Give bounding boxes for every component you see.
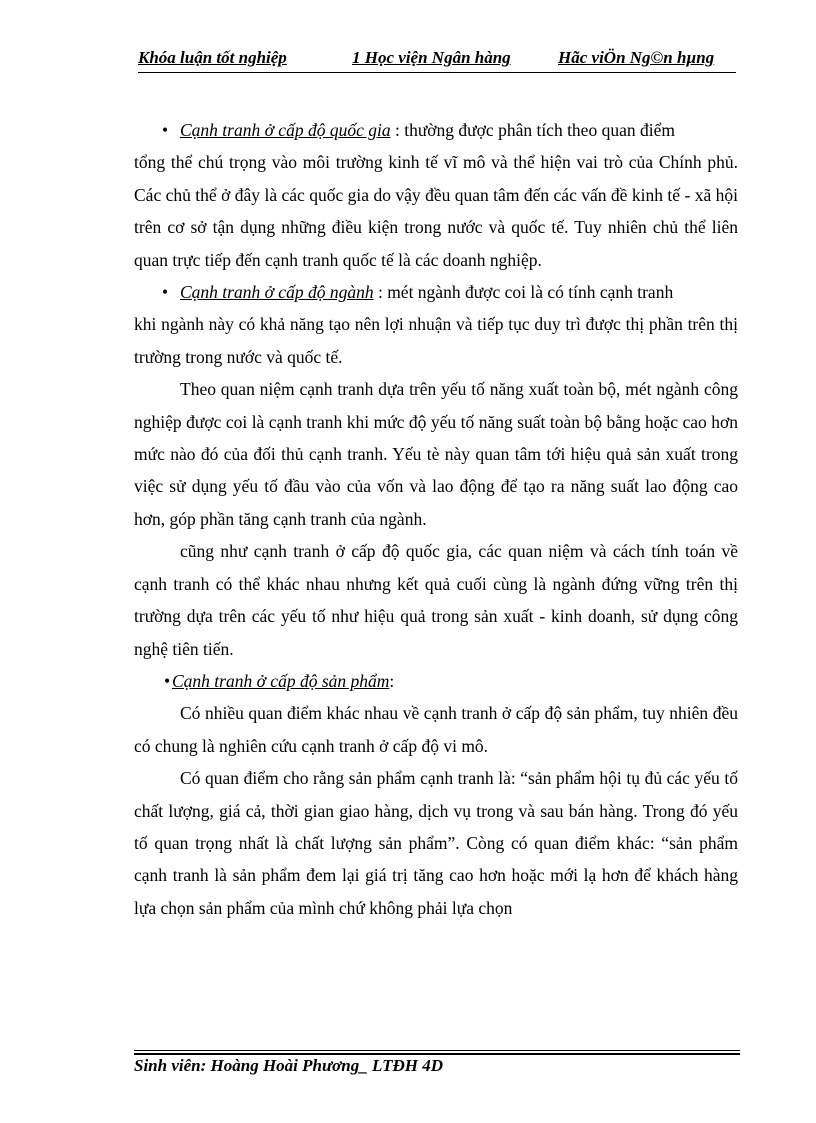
bullet-national (134, 114, 738, 146)
footer-rule-thick (134, 1053, 740, 1055)
header-center: 1 Học viện Ngân hàng (352, 48, 511, 67)
bullet-product (134, 665, 738, 697)
paragraph-comparison: cũng như cạnh tranh ở cấp độ quốc gia, các quan niệm và cách tính toán về cạnh tranh có thể khác nhau nhưng kết quả cuối cùng là ngành đứng vững trên thị trường dựa trên các yếu tố như hiệu quả trong sản xuất - kinh doanh, sử dụng công nghệ tiên tiến. (134, 541, 738, 659)
paragraph-definition: Có quan điểm cho rằng sản phẩm cạnh tranh là: “sản phẩm hội tụ đủ các yếu tố chất lượng, giá cả, thời gian giao hàng, dịch vụ trong và sau bán hàng. Trong đó yếu tố quan trọng nhất là chất lượng sản phẩm”. Còng có quan điểm khác: “sản phẩm cạnh tranh là sản phẩm đem lại giá trị tăng cao hơn hoặc mới lạ hơn để khách hàng lựa chọn sản phẩm của mình chứ không phải lựa chọn (134, 768, 738, 918)
bullet-icon: • (162, 282, 169, 303)
page-header (138, 48, 736, 72)
page-footer: Sinh viên: Hoàng Hoài Phương_ LTĐH 4D (134, 1056, 443, 1075)
header-left: Khóa luận tốt nghiệp (138, 48, 287, 67)
p5-after: : (389, 670, 395, 691)
document-body (134, 114, 738, 924)
term-national: Cạnh tranh ở cấp độ quốc gia (180, 120, 391, 140)
p2-first: : mét ngành được coi là có tính cạnh tranh (373, 282, 674, 303)
term-industry: Cạnh tranh ở cấp độ ngành (180, 282, 374, 303)
header-right: Hãc viÖn Ng©n hµng (558, 48, 715, 67)
header-rule (138, 72, 736, 73)
bullet-icon: • (162, 120, 169, 140)
p1-rest: tổng thể chú trọng vào môi trường kinh tế vĩ mô và thể hiện vai trò của Chính phủ. Các chủ thể ở đây là các quốc gia do vậy đều quan tâm đến các vấn đề kinh tế - xã hội trên cơ sở tận dụng những điều kiện trong nước và quốc tế. Tuy nhiên chủ thể liên quan trực tiếp đến cạnh tranh quốc tế là các doanh nghiệp. (134, 152, 738, 270)
paragraph-productivity: Theo quan niệm cạnh tranh dựa trên yếu tố năng xuất toàn bộ, mét ngành công nghiệp được coi là cạnh tranh khi mức độ yếu tố năng suất toàn bộ bằng hoặc cao hơn mức nào đó của đối thủ cạnh tranh. Yếu tè này quan tâm tới hiệu quả sản xuất trong việc sử dụng yếu tố đầu vào của vốn và lao động để tạo ra năng suất lao động cao hơn, góp phần tăng cạnh tranh của ngành. (134, 379, 738, 529)
bullet-industry (134, 276, 738, 308)
p1-first: : thường được phân tích theo quan điểm (390, 120, 675, 140)
p2-rest: khi ngành này có khả năng tạo nên lợi nhuận và tiếp tục duy trì được thị phần trên thị trường trong nước và quốc tế. (134, 314, 738, 367)
bullet-icon: • (164, 670, 171, 691)
footer-rule (134, 1050, 740, 1051)
term-product: Cạnh tranh ở cấp độ sản phẩm (172, 670, 390, 691)
paragraph-views: Có nhiều quan điểm khác nhau về cạnh tranh ở cấp độ sản phẩm, tuy nhiên đều có chung là nghiên cứu cạnh tranh ở cấp độ vi mô. (134, 703, 738, 756)
